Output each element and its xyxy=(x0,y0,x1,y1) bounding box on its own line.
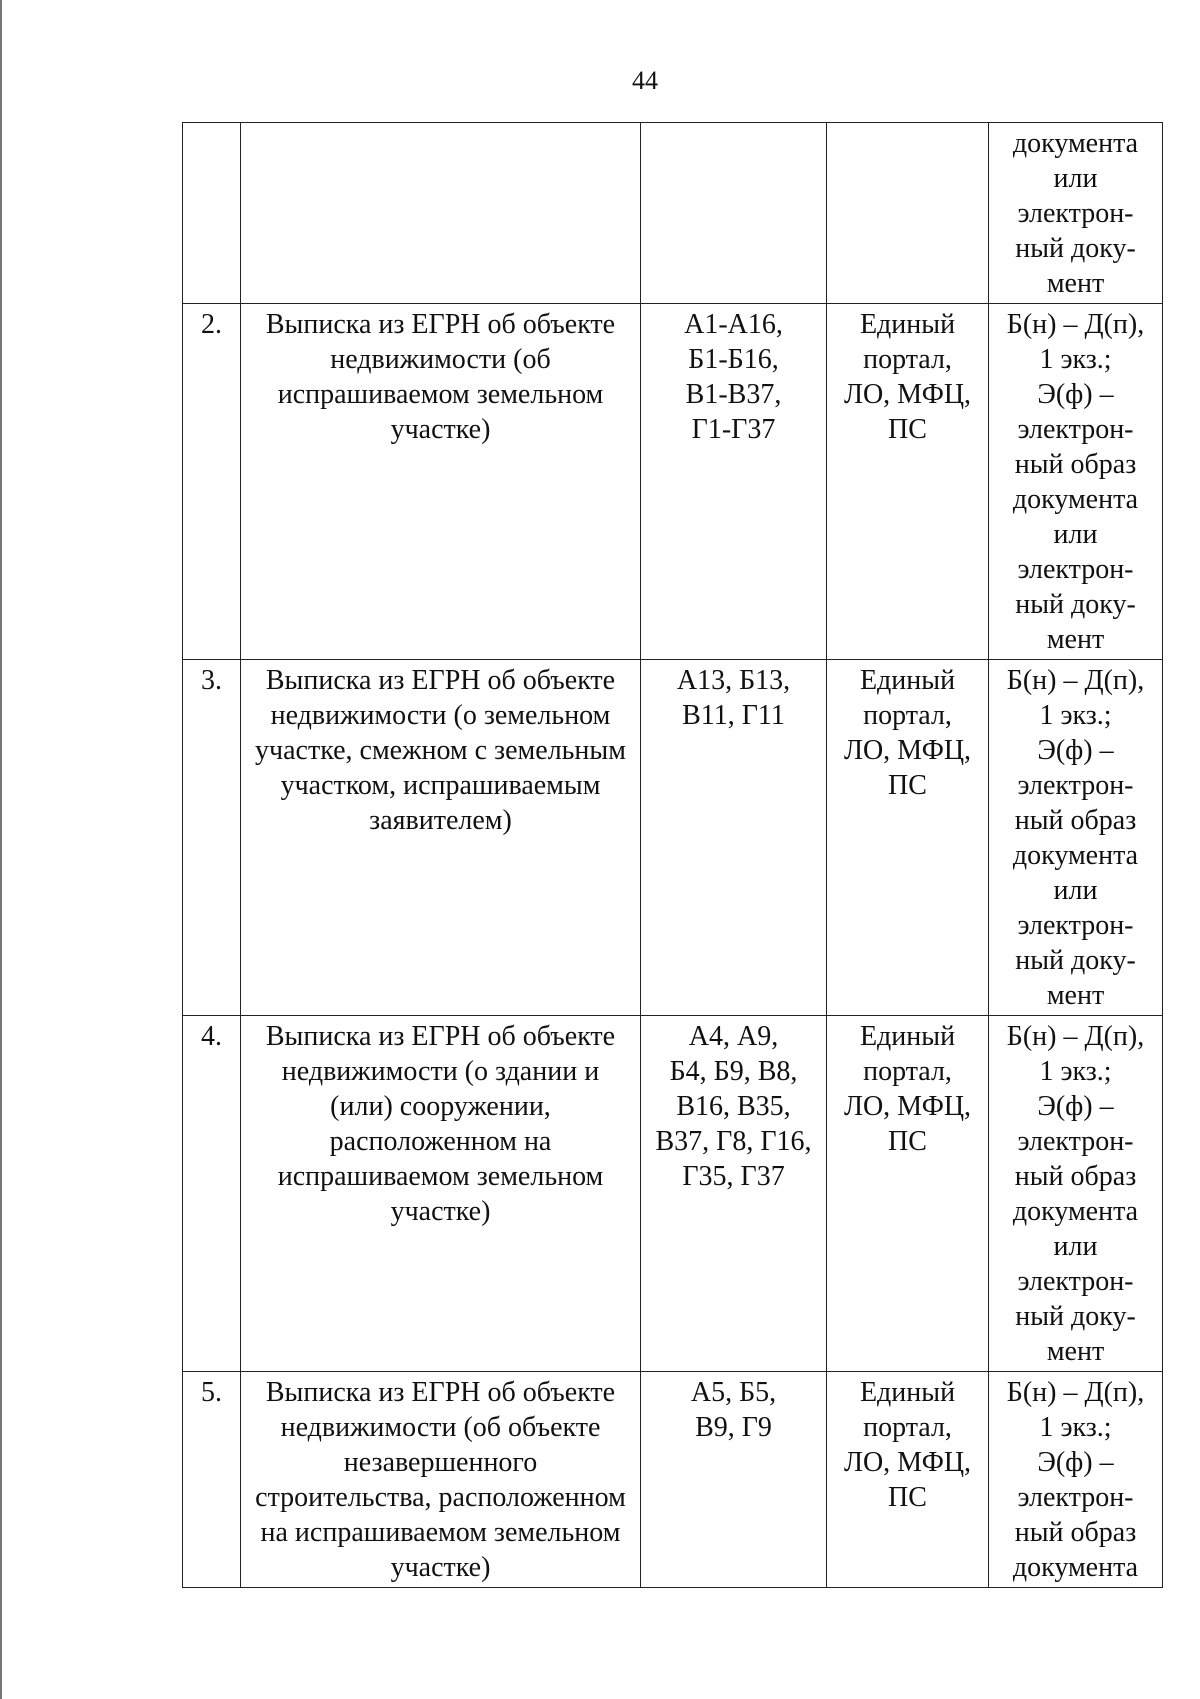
cell-line: (или) сооружении, xyxy=(330,1091,551,1122)
cell-line: или xyxy=(1053,519,1098,550)
cell-line: А13, Б13, xyxy=(676,665,791,696)
document-name-cell xyxy=(241,304,641,660)
cell-line: портал, xyxy=(863,1056,952,1087)
cell-line: Б(н) – Д(п), xyxy=(1006,1377,1145,1408)
documents-table xyxy=(182,122,1163,1588)
document-format-cell xyxy=(989,304,1163,660)
cell-line: В9, Г9 xyxy=(695,1412,772,1443)
cell-line: Э(ф) – xyxy=(1037,1447,1114,1478)
cell-line: Выписка из ЕГРН об объекте xyxy=(265,309,616,340)
cell-line: А4, А9, xyxy=(688,1021,779,1052)
cell-line: участке, смежном с земельным xyxy=(255,735,626,766)
cell-line: участке) xyxy=(390,1196,491,1227)
cell-line: Б1-Б16, xyxy=(688,344,779,375)
cell-line: Единый xyxy=(859,1377,956,1408)
cell-line: Б(н) – Д(п), xyxy=(1006,309,1145,340)
cell-line: электрон- xyxy=(1017,1126,1134,1157)
cell-line: испрашиваемом земельном xyxy=(277,379,604,410)
submission-channels-cell xyxy=(827,1016,989,1372)
cell-line: Э(ф) – xyxy=(1037,1091,1114,1122)
cell-line: В11, Г11 xyxy=(682,700,785,731)
cell-line: Б(н) – Д(п), xyxy=(1006,665,1145,696)
applicant-codes-cell xyxy=(641,304,827,660)
cell-line: ный образ xyxy=(1014,1161,1137,1192)
cell-line: Единый xyxy=(859,309,956,340)
cell-line: участке) xyxy=(390,414,491,445)
cell-line: Единый xyxy=(859,1021,956,1052)
cell-line: 1 экз.; xyxy=(1039,1056,1112,1087)
cell-line: или xyxy=(1053,163,1098,194)
cell-line: документа xyxy=(1012,1196,1139,1227)
cell-line: портал, xyxy=(863,344,952,375)
applicant-codes-cell xyxy=(641,660,827,1016)
cell-line: на испрашиваемом земельном xyxy=(260,1517,621,1548)
cell-line: электрон- xyxy=(1017,554,1134,585)
cell-line: А5, Б5, xyxy=(690,1377,777,1408)
cell-line: участке) xyxy=(390,1552,491,1583)
cell-line: портал, xyxy=(863,1412,952,1443)
cell-line: мент xyxy=(1046,980,1105,1011)
cell-line: участком, испрашиваемым xyxy=(280,770,601,801)
cell-line: ный образ xyxy=(1014,1517,1137,1548)
document-name-cell xyxy=(241,660,641,1016)
cell-line: мент xyxy=(1046,268,1105,299)
cell-line: недвижимости (о земельном xyxy=(270,700,611,731)
cell-line: электрон- xyxy=(1017,1266,1134,1297)
cell-line: документа xyxy=(1012,484,1139,515)
document-name-cell xyxy=(241,123,641,304)
cell-line: Э(ф) – xyxy=(1037,379,1114,410)
document-format-cell xyxy=(989,123,1163,304)
cell-line: недвижимости (о здании и xyxy=(281,1056,600,1087)
cell-line: В1-В37, xyxy=(685,379,782,410)
cell-line: ЛО, МФЦ, xyxy=(843,1447,972,1478)
cell-line: В37, Г8, Г16, xyxy=(655,1126,812,1157)
row-number-cell: 2. xyxy=(183,304,241,660)
row-number-cell xyxy=(183,123,241,304)
cell-line: Выписка из ЕГРН об объекте xyxy=(265,665,616,696)
table-row xyxy=(183,123,1163,304)
cell-line: электрон- xyxy=(1017,414,1134,445)
document-format-cell xyxy=(989,1016,1163,1372)
document-name-cell xyxy=(241,1016,641,1372)
documents-table-body xyxy=(183,123,1163,1588)
cell-line: ный образ xyxy=(1014,449,1137,480)
page-number: 44 xyxy=(632,66,658,95)
table-row xyxy=(183,1016,1163,1372)
cell-line: расположенном на xyxy=(329,1126,552,1157)
cell-line: ПС xyxy=(888,1482,927,1513)
document-format-cell xyxy=(989,1372,1163,1588)
cell-line: мент xyxy=(1046,624,1105,655)
cell-line: ный доку- xyxy=(1015,589,1136,620)
applicant-codes-cell xyxy=(641,1372,827,1588)
cell-line: недвижимости (об xyxy=(330,344,551,375)
cell-line: А1-А16, xyxy=(684,309,783,340)
cell-line: ЛО, МФЦ, xyxy=(843,735,972,766)
cell-line: Г35, Г37 xyxy=(682,1161,785,1192)
table-row xyxy=(183,660,1163,1016)
cell-line: Выписка из ЕГРН об объекте xyxy=(265,1021,616,1052)
cell-line: документа xyxy=(1012,128,1139,159)
cell-line: Выписка из ЕГРН об объекте xyxy=(265,1377,616,1408)
cell-line: испрашиваемом земельном xyxy=(277,1161,604,1192)
cell-line: документа xyxy=(1012,840,1139,871)
cell-line: 1 экз.; xyxy=(1039,700,1112,731)
cell-line: 1 экз.; xyxy=(1039,344,1112,375)
cell-line: электрон- xyxy=(1017,198,1134,229)
cell-line: мент xyxy=(1046,1336,1105,1367)
cell-line: ПС xyxy=(888,414,927,445)
cell-line: документа xyxy=(1012,1552,1139,1583)
cell-line: заявителем) xyxy=(369,805,512,836)
cell-line: ПС xyxy=(888,1126,927,1157)
cell-line: Б(н) – Д(п), xyxy=(1006,1021,1145,1052)
cell-line: незавершенного xyxy=(343,1447,538,1478)
cell-line: ный доку- xyxy=(1015,1301,1136,1332)
submission-channels-cell xyxy=(827,1372,989,1588)
row-number-cell: 5. xyxy=(183,1372,241,1588)
cell-line: ный образ xyxy=(1014,805,1137,836)
cell-line: Единый xyxy=(859,665,956,696)
applicant-codes-cell xyxy=(641,1016,827,1372)
cell-line: ный доку- xyxy=(1015,233,1136,264)
cell-line: строительства, расположенном xyxy=(255,1482,626,1513)
cell-line: электрон- xyxy=(1017,770,1134,801)
submission-channels-cell xyxy=(827,304,989,660)
document-format-cell xyxy=(989,660,1163,1016)
row-number-cell: 3. xyxy=(183,660,241,1016)
cell-line: ный доку- xyxy=(1015,945,1136,976)
cell-line: 1 экз.; xyxy=(1039,1412,1112,1443)
document-name-cell xyxy=(241,1372,641,1588)
table-row xyxy=(183,1372,1163,1588)
row-number-cell: 4. xyxy=(183,1016,241,1372)
cell-line: ЛО, МФЦ, xyxy=(843,1091,972,1122)
cell-line: или xyxy=(1053,875,1098,906)
submission-channels-cell xyxy=(827,123,989,304)
cell-line: Б4, Б9, В8, xyxy=(669,1056,798,1087)
submission-channels-cell xyxy=(827,660,989,1016)
cell-line: Г1-Г37 xyxy=(691,414,776,445)
cell-line: ЛО, МФЦ, xyxy=(843,379,972,410)
cell-line: электрон- xyxy=(1017,910,1134,941)
cell-line: электрон- xyxy=(1017,1482,1134,1513)
cell-line: ПС xyxy=(888,770,927,801)
table-row xyxy=(183,304,1163,660)
cell-line: Э(ф) – xyxy=(1037,735,1114,766)
cell-line: недвижимости (об объекте xyxy=(280,1412,601,1443)
applicant-codes-cell xyxy=(641,123,827,304)
cell-line: В16, В35, xyxy=(676,1091,791,1122)
cell-line: портал, xyxy=(863,700,952,731)
cell-line: или xyxy=(1053,1231,1098,1262)
